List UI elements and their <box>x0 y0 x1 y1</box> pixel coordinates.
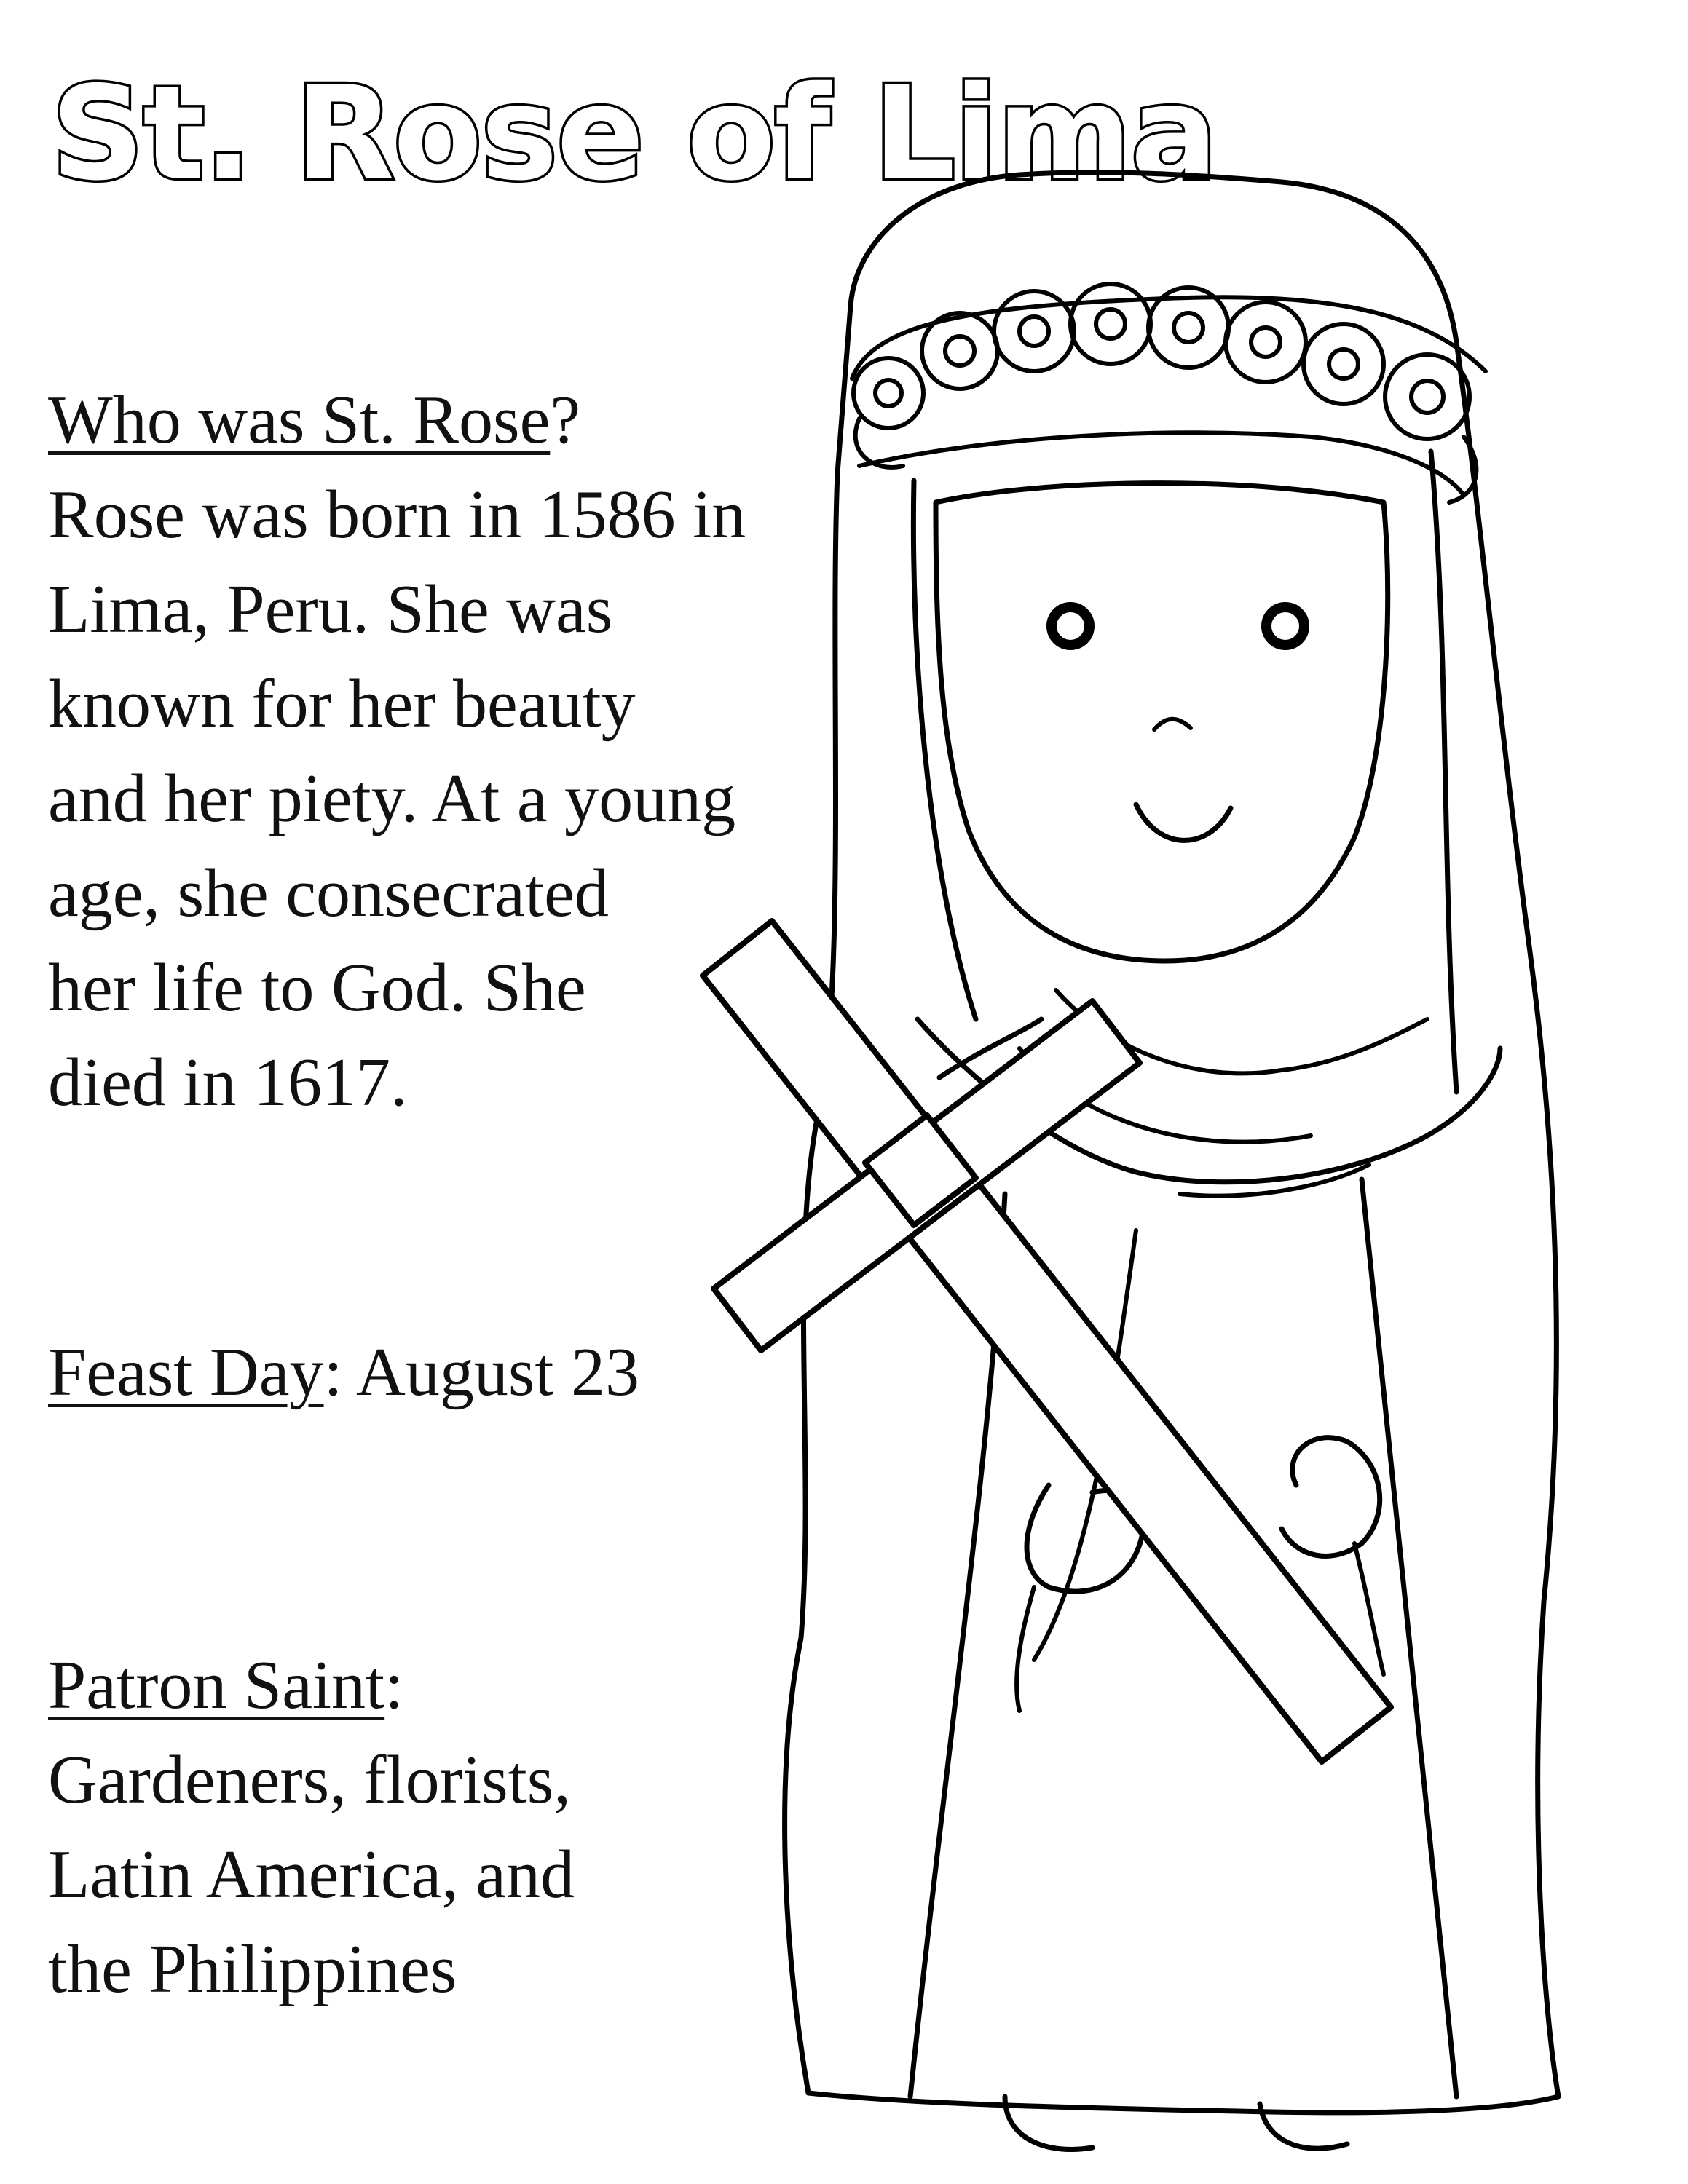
who-line: known for her beauty <box>48 666 636 742</box>
who-line: died in 1617. <box>48 1045 408 1120</box>
flower-crown <box>852 284 1486 502</box>
who-line: her life to God. She <box>48 950 586 1026</box>
patron-line: the Philippines <box>48 1931 457 2007</box>
patron-line: Latin America, and <box>48 1837 575 1912</box>
patron-separator: : <box>384 1647 404 1723</box>
who-line: Lima, Peru. She was <box>48 571 613 647</box>
who-heading: Who was St. Rose <box>48 382 551 458</box>
who-line: age, she consecrated <box>48 855 609 931</box>
who-line: Rose was born in 1586 in <box>48 477 746 553</box>
nose <box>1154 719 1191 729</box>
patron-heading: Patron Saint <box>48 1647 385 1723</box>
right-hand <box>1282 1438 1380 1556</box>
page-title: St. Rose of Lima <box>51 58 1217 209</box>
feast-heading: Feast Day <box>48 1334 324 1410</box>
smile <box>1136 804 1231 840</box>
who-line: and her piety. At a young <box>48 761 736 836</box>
feast-value: August 23 <box>342 1334 640 1410</box>
patron-line: Gardeners, florists, <box>48 1742 571 1818</box>
feast-separator: : <box>323 1334 343 1410</box>
who-heading-suffix: ? <box>550 382 581 458</box>
